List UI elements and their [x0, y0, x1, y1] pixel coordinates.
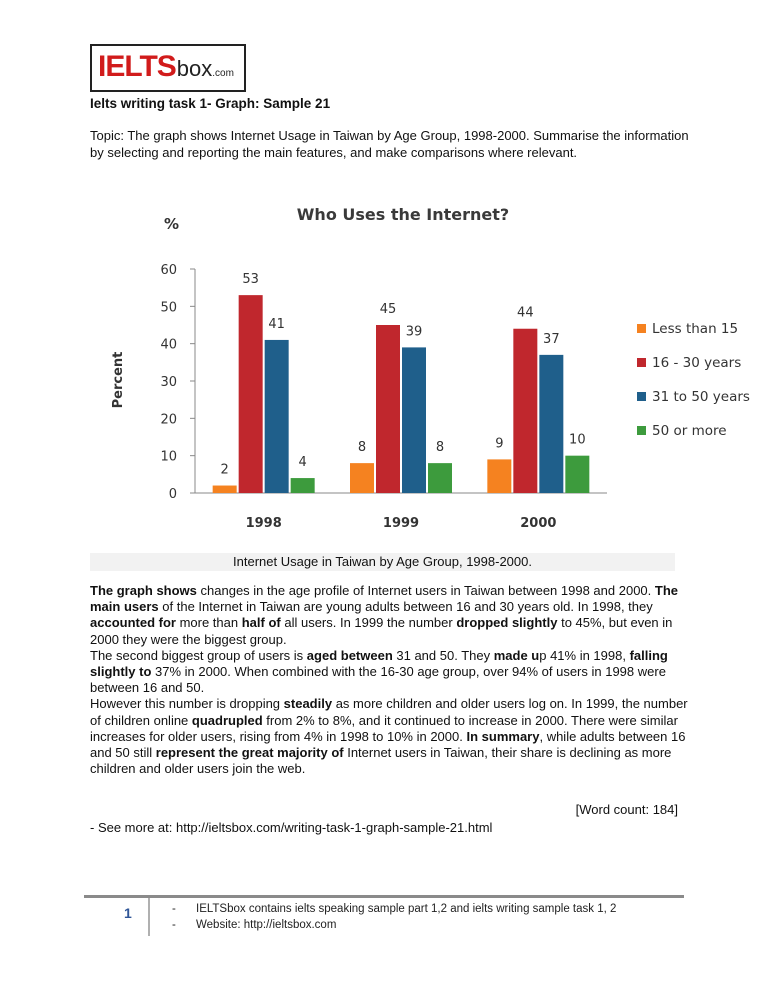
footer-line-2	[172, 917, 616, 933]
topic-text: Topic: The graph shows Internet Usage in Taiwan by Age Group, 1998-2000. Summarise the information by selecting and reporting the main features, and make comparisons where relevant.	[90, 128, 689, 160]
x-tick-label: 1998	[245, 516, 282, 531]
essay-text-run: aged between	[306, 647, 393, 663]
chart-container	[90, 184, 750, 552]
essay-text-run: 37% in 2000. When combined with the 16-30 age group, over 94% of users in 1998 were between 16 and 50.	[90, 664, 666, 696]
y-tick-label: 20	[160, 412, 177, 428]
essay-paragraph-3	[90, 696, 688, 777]
footer-vertical-divider	[148, 898, 150, 936]
legend-label: 50 or more	[652, 423, 727, 439]
bar	[513, 329, 537, 493]
y-tick-label: 0	[168, 487, 177, 502]
bar	[376, 325, 400, 493]
essay-text-run: all users. In 1999 the number	[280, 615, 457, 631]
bar	[239, 295, 263, 493]
essay-text-run: as more children and older users log on. In 1999, the number of children online	[90, 696, 688, 728]
bar-value-label: 37	[543, 331, 560, 347]
legend-label: 16 - 30 years	[652, 355, 742, 371]
y-axis-label: Percent	[111, 351, 126, 409]
bar	[350, 463, 374, 493]
y-tick-label: 40	[160, 337, 177, 353]
bar-value-label: 44	[517, 305, 534, 321]
footer-dash: -	[172, 903, 176, 915]
x-tick-label: 2000	[520, 516, 557, 531]
chart-caption: Internet Usage in Taiwan by Age Group, 1998-2000.	[90, 553, 675, 571]
essay-text-run: The graph shows	[90, 583, 197, 598]
essay-text-run: falling slightly to	[90, 647, 668, 680]
essay-text-run: accounted for	[90, 615, 176, 631]
essay-text-run: quadrupled	[191, 712, 263, 728]
bar	[428, 463, 452, 493]
logo-com-text: .com	[212, 68, 234, 79]
bar	[213, 486, 237, 493]
essay-text-run: from 2% to 8%, and it continued to increase in 2000. There were similar increases for older users, rising from 4% in 1998 to 10% in 2000.	[90, 712, 678, 744]
word-count: [Word count: 184]	[575, 802, 678, 817]
logo-box-text: box	[176, 56, 213, 81]
essay-text-run: The second biggest group of users is	[90, 647, 307, 663]
essay-text-run: changes in the age profile of Internet users in Taiwan between 1998 and 2000.	[196, 583, 655, 598]
essay-text-run: made u	[493, 647, 540, 663]
essay-text-run: dropped slightly	[456, 615, 558, 631]
bar	[265, 340, 289, 493]
chart-unit-label: %	[164, 215, 180, 233]
essay-paragraph-2	[90, 648, 688, 697]
ieltsbox-logo	[90, 44, 246, 92]
bar	[291, 478, 315, 493]
bar-value-label: 9	[495, 436, 504, 452]
bar-value-label: 2	[220, 462, 229, 478]
x-tick-label: 1999	[382, 516, 420, 531]
legend-swatch	[637, 324, 646, 333]
essay-text-run: p 41% in 1998,	[539, 647, 630, 663]
essay-text-run: However this number is dropping	[90, 696, 284, 712]
legend-swatch	[637, 358, 646, 367]
essay-body	[90, 583, 688, 777]
footer-line-2-text: Website: http://ieltsbox.com	[196, 919, 337, 931]
y-tick-label: 30	[160, 375, 177, 390]
essay-text-run: to 45%, but even in 2000 they were the biggest group.	[90, 615, 673, 647]
footer-divider	[84, 895, 684, 898]
bar-value-label: 45	[379, 302, 397, 317]
footer-line-1-text: IELTSbox contains ielts speaking sample part 1,2 and ielts writing sample task 1, 2	[196, 903, 617, 915]
legend-swatch	[637, 426, 646, 435]
essay-text-run: The main users	[90, 583, 679, 615]
bar-chart	[90, 184, 750, 552]
y-tick-label: 50	[160, 300, 177, 316]
essay-text-run: , while adults between 16 and 50 still	[90, 728, 686, 761]
essay-text-run: of the Internet in Taiwan are young adults between 16 and 30 years old. In 1998, they	[158, 599, 653, 615]
essay-text-run: half of	[241, 615, 281, 631]
bar-value-label: 39	[405, 324, 423, 340]
chart-title: Who Uses the Internet?	[296, 205, 510, 224]
bar-value-label: 41	[268, 316, 285, 332]
bar-value-label: 10	[569, 432, 586, 448]
essay-text-run: Internet users in Taiwan, their share is declining as more children and older users join the web.	[90, 745, 672, 777]
essay-text-run: In summary	[466, 728, 540, 744]
essay-paragraph-1	[90, 583, 688, 648]
essay-text-run: more than	[175, 615, 242, 631]
logo-ielts-text: IELTS	[98, 50, 176, 83]
bar	[539, 355, 563, 493]
legend-swatch	[637, 392, 646, 401]
footer-notes	[172, 901, 616, 933]
y-tick-label: 10	[160, 449, 177, 465]
y-tick-label: 60	[160, 263, 177, 278]
page-number: 1	[124, 905, 132, 921]
bar	[565, 456, 589, 493]
footer-line-1	[172, 901, 616, 917]
page-heading: Ielts writing task 1- Graph: Sample 21	[90, 96, 331, 111]
legend-label: 31 to 50 years	[652, 389, 750, 405]
bar	[402, 347, 426, 493]
bar-value-label: 4	[298, 455, 307, 471]
bar-value-label: 8	[357, 440, 367, 456]
bar	[487, 459, 511, 493]
essay-text-run: 31 and 50. They	[392, 647, 494, 663]
bar-value-label: 53	[242, 272, 259, 288]
bar-value-label: 8	[435, 440, 445, 456]
footer-dash: -	[172, 919, 176, 931]
see-more-link[interactable]: - See more at: http://ieltsbox.com/writing-task-1-graph-sample-21.html	[90, 820, 493, 835]
essay-text-run: represent the great majority of	[155, 745, 344, 761]
legend-label: Less than 15	[652, 321, 739, 337]
essay-text-run: steadily	[283, 696, 333, 712]
